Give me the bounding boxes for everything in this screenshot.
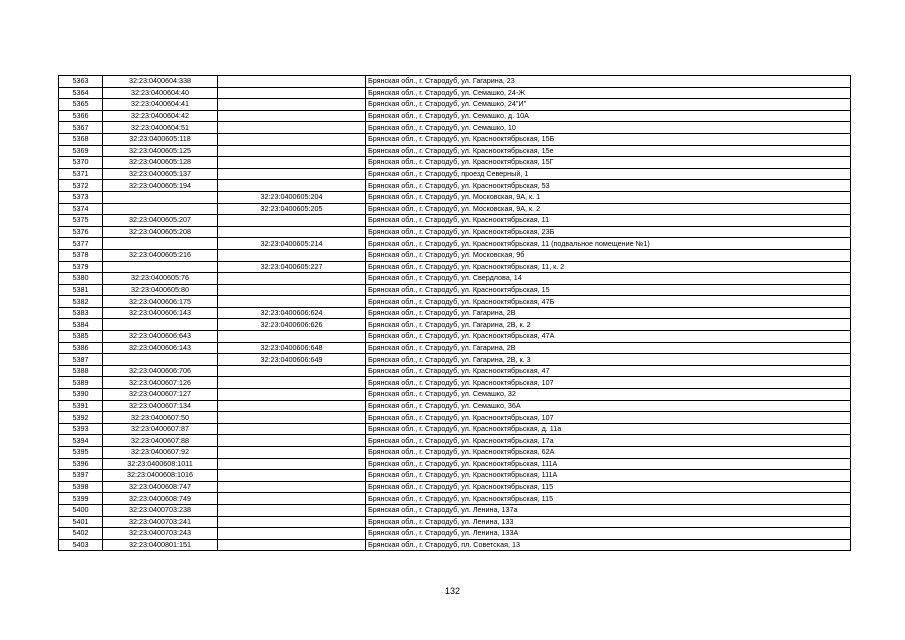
address-cell: Брянская обл., г. Стародуб, ул. Краснооктябрьская, 15Г: [366, 157, 851, 169]
cadastral-number-cell: 32:23:0400607:134: [103, 400, 218, 412]
cadastral-number-cell: [103, 238, 218, 250]
table-row: [59, 191, 851, 203]
row-number-cell: 5401: [59, 516, 103, 528]
table-row: [59, 400, 851, 412]
room-cadastral-number-cell: [218, 168, 366, 180]
cadastral-number-cell: [103, 354, 218, 366]
row-number-cell: 5391: [59, 400, 103, 412]
row-number-cell: 5398: [59, 481, 103, 493]
room-cadastral-number-cell: [218, 133, 366, 145]
room-cadastral-number-cell: [218, 389, 366, 401]
address-cell: Брянская обл., г. Стародуб, ул. Ленина, 133А: [366, 528, 851, 540]
address-cell: Брянская обл., г. Стародуб, проезд Северный, 1: [366, 168, 851, 180]
cadastral-number-cell: 32:23:0400606:143: [103, 342, 218, 354]
room-cadastral-number-cell: [218, 331, 366, 343]
table-row: [59, 145, 851, 157]
address-cell: Брянская обл., г. Стародуб, ул. Московская, 9А, к. 1: [366, 191, 851, 203]
row-number-cell: 5370: [59, 157, 103, 169]
address-cell: Брянская обл., г. Стародуб, ул. Семашко, 10: [366, 122, 851, 134]
address-cell: Брянская обл., г. Стародуб, ул. Краснооктябрьская, 62А: [366, 447, 851, 459]
address-cell: Брянская обл., г. Стародуб, ул. Семашко, 24"И": [366, 99, 851, 111]
room-cadastral-number-cell: [218, 110, 366, 122]
room-cadastral-number-cell: [218, 87, 366, 99]
cadastral-number-cell: 32:23:0400608:1011: [103, 458, 218, 470]
table-row: [59, 284, 851, 296]
table-row: [59, 412, 851, 424]
address-cell: Брянская обл., г. Стародуб, ул. Гагарина, 23: [366, 76, 851, 88]
cadastral-number-cell: 32:23:0400606:643: [103, 331, 218, 343]
address-cell: Брянская обл., г. Стародуб, ул. Краснооктябрьская, 11 (подвальное помещение №1): [366, 238, 851, 250]
room-cadastral-number-cell: [218, 296, 366, 308]
cadastral-number-cell: 32:23:0400607:88: [103, 435, 218, 447]
address-cell: Брянская обл., г. Стародуб, ул. Краснооктябрьская, 53: [366, 180, 851, 192]
room-cadastral-number-cell: 32:23:0400606:626: [218, 319, 366, 331]
cadastral-number-cell: 32:23:0400606:175: [103, 296, 218, 308]
row-number-cell: 5402: [59, 528, 103, 540]
cadastral-number-cell: [103, 191, 218, 203]
table-row: [59, 365, 851, 377]
row-number-cell: 5400: [59, 504, 103, 516]
address-cell: Брянская обл., г. Стародуб, ул. Семашко, 32: [366, 389, 851, 401]
cadastral-number-cell: 32:23:0400606:706: [103, 365, 218, 377]
cadastral-number-cell: 32:23:0400607:50: [103, 412, 218, 424]
row-number-cell: 5365: [59, 99, 103, 111]
room-cadastral-number-cell: [218, 493, 366, 505]
room-cadastral-number-cell: [218, 76, 366, 88]
table-row: [59, 342, 851, 354]
room-cadastral-number-cell: [218, 365, 366, 377]
room-cadastral-number-cell: [218, 412, 366, 424]
room-cadastral-number-cell: 32:23:0400605:227: [218, 261, 366, 273]
cadastral-number-cell: 32:23:0400703:241: [103, 516, 218, 528]
address-cell: Брянская обл., г. Стародуб, ул. Гагарина, 2В, к. 3: [366, 354, 851, 366]
table-row: [59, 435, 851, 447]
row-number-cell: 5390: [59, 389, 103, 401]
row-number-cell: 5379: [59, 261, 103, 273]
table-row: [59, 133, 851, 145]
row-number-cell: 5369: [59, 145, 103, 157]
row-number-cell: 5403: [59, 539, 103, 551]
row-number-cell: 5366: [59, 110, 103, 122]
row-number-cell: 5375: [59, 215, 103, 227]
cadastral-number-cell: [103, 319, 218, 331]
cadastral-number-cell: 32:23:0400605:137: [103, 168, 218, 180]
row-number-cell: 5397: [59, 470, 103, 482]
address-cell: Брянская обл., г. Стародуб, ул. Краснооктябрьская, 115: [366, 493, 851, 505]
row-number-cell: 5394: [59, 435, 103, 447]
table-row: [59, 203, 851, 215]
table-row: [59, 180, 851, 192]
table-row: [59, 493, 851, 505]
room-cadastral-number-cell: [218, 447, 366, 459]
room-cadastral-number-cell: [218, 226, 366, 238]
room-cadastral-number-cell: [218, 504, 366, 516]
address-cell: Брянская обл., г. Стародуб, ул. Семашко, 36А: [366, 400, 851, 412]
address-cell: Брянская обл., г. Стародуб, пл. Советская, 13: [366, 539, 851, 551]
cadastral-number-cell: [103, 203, 218, 215]
cadastral-number-cell: 32:23:0400605:118: [103, 133, 218, 145]
table-row: [59, 504, 851, 516]
room-cadastral-number-cell: [218, 180, 366, 192]
address-cell: Брянская обл., г. Стародуб, ул. Ленина, 133: [366, 516, 851, 528]
address-cell: Брянская обл., г. Стародуб, ул. Семашко, 24-Ж: [366, 87, 851, 99]
table-row: [59, 99, 851, 111]
row-number-cell: 5377: [59, 238, 103, 250]
room-cadastral-number-cell: [218, 528, 366, 540]
row-number-cell: 5386: [59, 342, 103, 354]
table-row: [59, 389, 851, 401]
room-cadastral-number-cell: 32:23:0400605:214: [218, 238, 366, 250]
room-cadastral-number-cell: 32:23:0400606:624: [218, 307, 366, 319]
room-cadastral-number-cell: [218, 516, 366, 528]
row-number-cell: 5399: [59, 493, 103, 505]
table-row: [59, 481, 851, 493]
address-cell: Брянская обл., г. Стародуб, ул. Краснооктябрьская, д. 11а: [366, 423, 851, 435]
address-cell: Брянская обл., г. Стародуб, ул. Краснооктябрьская, 115: [366, 481, 851, 493]
address-cell: Брянская обл., г. Стародуб, ул. Свердлова, 14: [366, 273, 851, 285]
row-number-cell: 5384: [59, 319, 103, 331]
cadastral-number-cell: 32:23:0400605:128: [103, 157, 218, 169]
row-number-cell: 5364: [59, 87, 103, 99]
table-row: [59, 215, 851, 227]
address-cell: Брянская обл., г. Стародуб, ул. Краснооктябрьская, 47А: [366, 331, 851, 343]
table-row: [59, 470, 851, 482]
cadastral-number-cell: 32:23:0400605:208: [103, 226, 218, 238]
cadastral-number-cell: 32:23:0400607:126: [103, 377, 218, 389]
cadastral-number-cell: 32:23:0400801:151: [103, 539, 218, 551]
table-row: [59, 377, 851, 389]
cadastral-number-cell: 32:23:0400608:747: [103, 481, 218, 493]
room-cadastral-number-cell: [218, 458, 366, 470]
room-cadastral-number-cell: [218, 400, 366, 412]
cadastral-number-cell: 32:23:0400608:749: [103, 493, 218, 505]
table-row: [59, 354, 851, 366]
address-cell: Брянская обл., г. Стародуб, ул. Московская, 9б: [366, 249, 851, 261]
address-cell: Брянская обл., г. Стародуб, ул. Гагарина, 2В: [366, 342, 851, 354]
room-cadastral-number-cell: [218, 539, 366, 551]
cadastral-number-cell: 32:23:0400604:338: [103, 76, 218, 88]
cadastral-number-cell: 32:23:0400604:40: [103, 87, 218, 99]
address-cell: Брянская обл., г. Стародуб, ул. Гагарина, 2В: [366, 307, 851, 319]
room-cadastral-number-cell: [218, 284, 366, 296]
row-number-cell: 5372: [59, 180, 103, 192]
room-cadastral-number-cell: [218, 122, 366, 134]
room-cadastral-number-cell: [218, 145, 366, 157]
table-row: [59, 528, 851, 540]
address-table: [58, 75, 851, 551]
cadastral-number-cell: 32:23:0400607:127: [103, 389, 218, 401]
row-number-cell: 5385: [59, 331, 103, 343]
cadastral-number-cell: 32:23:0400605:194: [103, 180, 218, 192]
row-number-cell: 5378: [59, 249, 103, 261]
table-row: [59, 238, 851, 250]
table-row: [59, 273, 851, 285]
cadastral-number-cell: 32:23:0400606:143: [103, 307, 218, 319]
table-row: [59, 110, 851, 122]
row-number-cell: 5389: [59, 377, 103, 389]
cadastral-number-cell: 32:23:0400605:216: [103, 249, 218, 261]
table-row: [59, 307, 851, 319]
room-cadastral-number-cell: [218, 157, 366, 169]
table-row: [59, 168, 851, 180]
address-cell: Брянская обл., г. Стародуб, ул. Краснооктябрьская, 11: [366, 215, 851, 227]
cadastral-number-cell: 32:23:0400604:41: [103, 99, 218, 111]
cadastral-number-cell: 32:23:0400607:87: [103, 423, 218, 435]
address-cell: Брянская обл., г. Стародуб, ул. Московская, 9А, к. 2: [366, 203, 851, 215]
room-cadastral-number-cell: [218, 435, 366, 447]
row-number-cell: 5363: [59, 76, 103, 88]
room-cadastral-number-cell: [218, 423, 366, 435]
room-cadastral-number-cell: 32:23:0400606:648: [218, 342, 366, 354]
table-row: [59, 296, 851, 308]
address-cell: Брянская обл., г. Стародуб, ул. Краснооктябрьская, 47Б: [366, 296, 851, 308]
row-number-cell: 5374: [59, 203, 103, 215]
row-number-cell: 5381: [59, 284, 103, 296]
row-number-cell: 5388: [59, 365, 103, 377]
address-cell: Брянская обл., г. Стародуб, ул. Краснооктябрьская, 23Б: [366, 226, 851, 238]
address-cell: Брянская обл., г. Стародуб, ул. Краснооктябрьская, 15: [366, 284, 851, 296]
address-cell: Брянская обл., г. Стародуб, ул. Краснооктябрьская, 107: [366, 412, 851, 424]
room-cadastral-number-cell: [218, 215, 366, 227]
row-number-cell: 5373: [59, 191, 103, 203]
cadastral-number-cell: 32:23:0400607:92: [103, 447, 218, 459]
table-row: [59, 458, 851, 470]
table-row: [59, 87, 851, 99]
row-number-cell: 5383: [59, 307, 103, 319]
cadastral-number-cell: 32:23:0400703:243: [103, 528, 218, 540]
room-cadastral-number-cell: [218, 377, 366, 389]
row-number-cell: 5371: [59, 168, 103, 180]
table-row: [59, 447, 851, 459]
room-cadastral-number-cell: [218, 481, 366, 493]
cadastral-number-cell: 32:23:0400605:125: [103, 145, 218, 157]
table-row: [59, 331, 851, 343]
address-cell: Брянская обл., г. Стародуб, ул. Гагарина, 2В, к. 2: [366, 319, 851, 331]
cadastral-number-cell: 32:23:0400608:1016: [103, 470, 218, 482]
table-row: [59, 423, 851, 435]
table-body: [59, 76, 851, 551]
table-row: [59, 249, 851, 261]
room-cadastral-number-cell: [218, 99, 366, 111]
table-row: [59, 516, 851, 528]
table-row: [59, 261, 851, 273]
cadastral-number-cell: 32:23:0400703:238: [103, 504, 218, 516]
address-cell: Брянская обл., г. Стародуб, ул. Краснооктябрьская, 47: [366, 365, 851, 377]
table-row: [59, 319, 851, 331]
room-cadastral-number-cell: 32:23:0400606:649: [218, 354, 366, 366]
cadastral-number-cell: [103, 261, 218, 273]
address-cell: Брянская обл., г. Стародуб, ул. Краснооктябрьская, 17а: [366, 435, 851, 447]
row-number-cell: 5382: [59, 296, 103, 308]
page-number: 132: [444, 586, 461, 596]
address-cell: Брянская обл., г. Стародуб, ул. Семашко, д. 10А: [366, 110, 851, 122]
row-number-cell: 5396: [59, 458, 103, 470]
room-cadastral-number-cell: [218, 273, 366, 285]
room-cadastral-number-cell: 32:23:0400605:205: [218, 203, 366, 215]
address-cell: Брянская обл., г. Стародуб, ул. Краснооктябрьская, 111А: [366, 458, 851, 470]
row-number-cell: 5387: [59, 354, 103, 366]
cadastral-number-cell: 32:23:0400605:76: [103, 273, 218, 285]
table-row: [59, 122, 851, 134]
row-number-cell: 5395: [59, 447, 103, 459]
cadastral-number-cell: 32:23:0400604:42: [103, 110, 218, 122]
table-row: [59, 539, 851, 551]
address-cell: Брянская обл., г. Стародуб, ул. Ленина, 137а: [366, 504, 851, 516]
table-row: [59, 157, 851, 169]
room-cadastral-number-cell: [218, 249, 366, 261]
table-row: [59, 76, 851, 88]
cadastral-number-cell: 32:23:0400604:51: [103, 122, 218, 134]
address-cell: Брянская обл., г. Стародуб, ул. Краснооктябрьская, 111А: [366, 470, 851, 482]
cadastral-number-cell: 32:23:0400605:80: [103, 284, 218, 296]
row-number-cell: 5376: [59, 226, 103, 238]
cadastral-number-cell: 32:23:0400605:207: [103, 215, 218, 227]
row-number-cell: 5393: [59, 423, 103, 435]
room-cadastral-number-cell: 32:23:0400605:204: [218, 191, 366, 203]
row-number-cell: 5392: [59, 412, 103, 424]
row-number-cell: 5367: [59, 122, 103, 134]
address-cell: Брянская обл., г. Стародуб, ул. Краснооктябрьская, 107: [366, 377, 851, 389]
address-cell: Брянская обл., г. Стародуб, ул. Краснооктябрьская, 15е: [366, 145, 851, 157]
row-number-cell: 5380: [59, 273, 103, 285]
room-cadastral-number-cell: [218, 470, 366, 482]
table-row: [59, 226, 851, 238]
address-cell: Брянская обл., г. Стародуб, ул. Краснооктябрьская, 11, к. 2: [366, 261, 851, 273]
row-number-cell: 5368: [59, 133, 103, 145]
address-cell: Брянская обл., г. Стародуб, ул. Краснооктябрьская, 15Б: [366, 133, 851, 145]
